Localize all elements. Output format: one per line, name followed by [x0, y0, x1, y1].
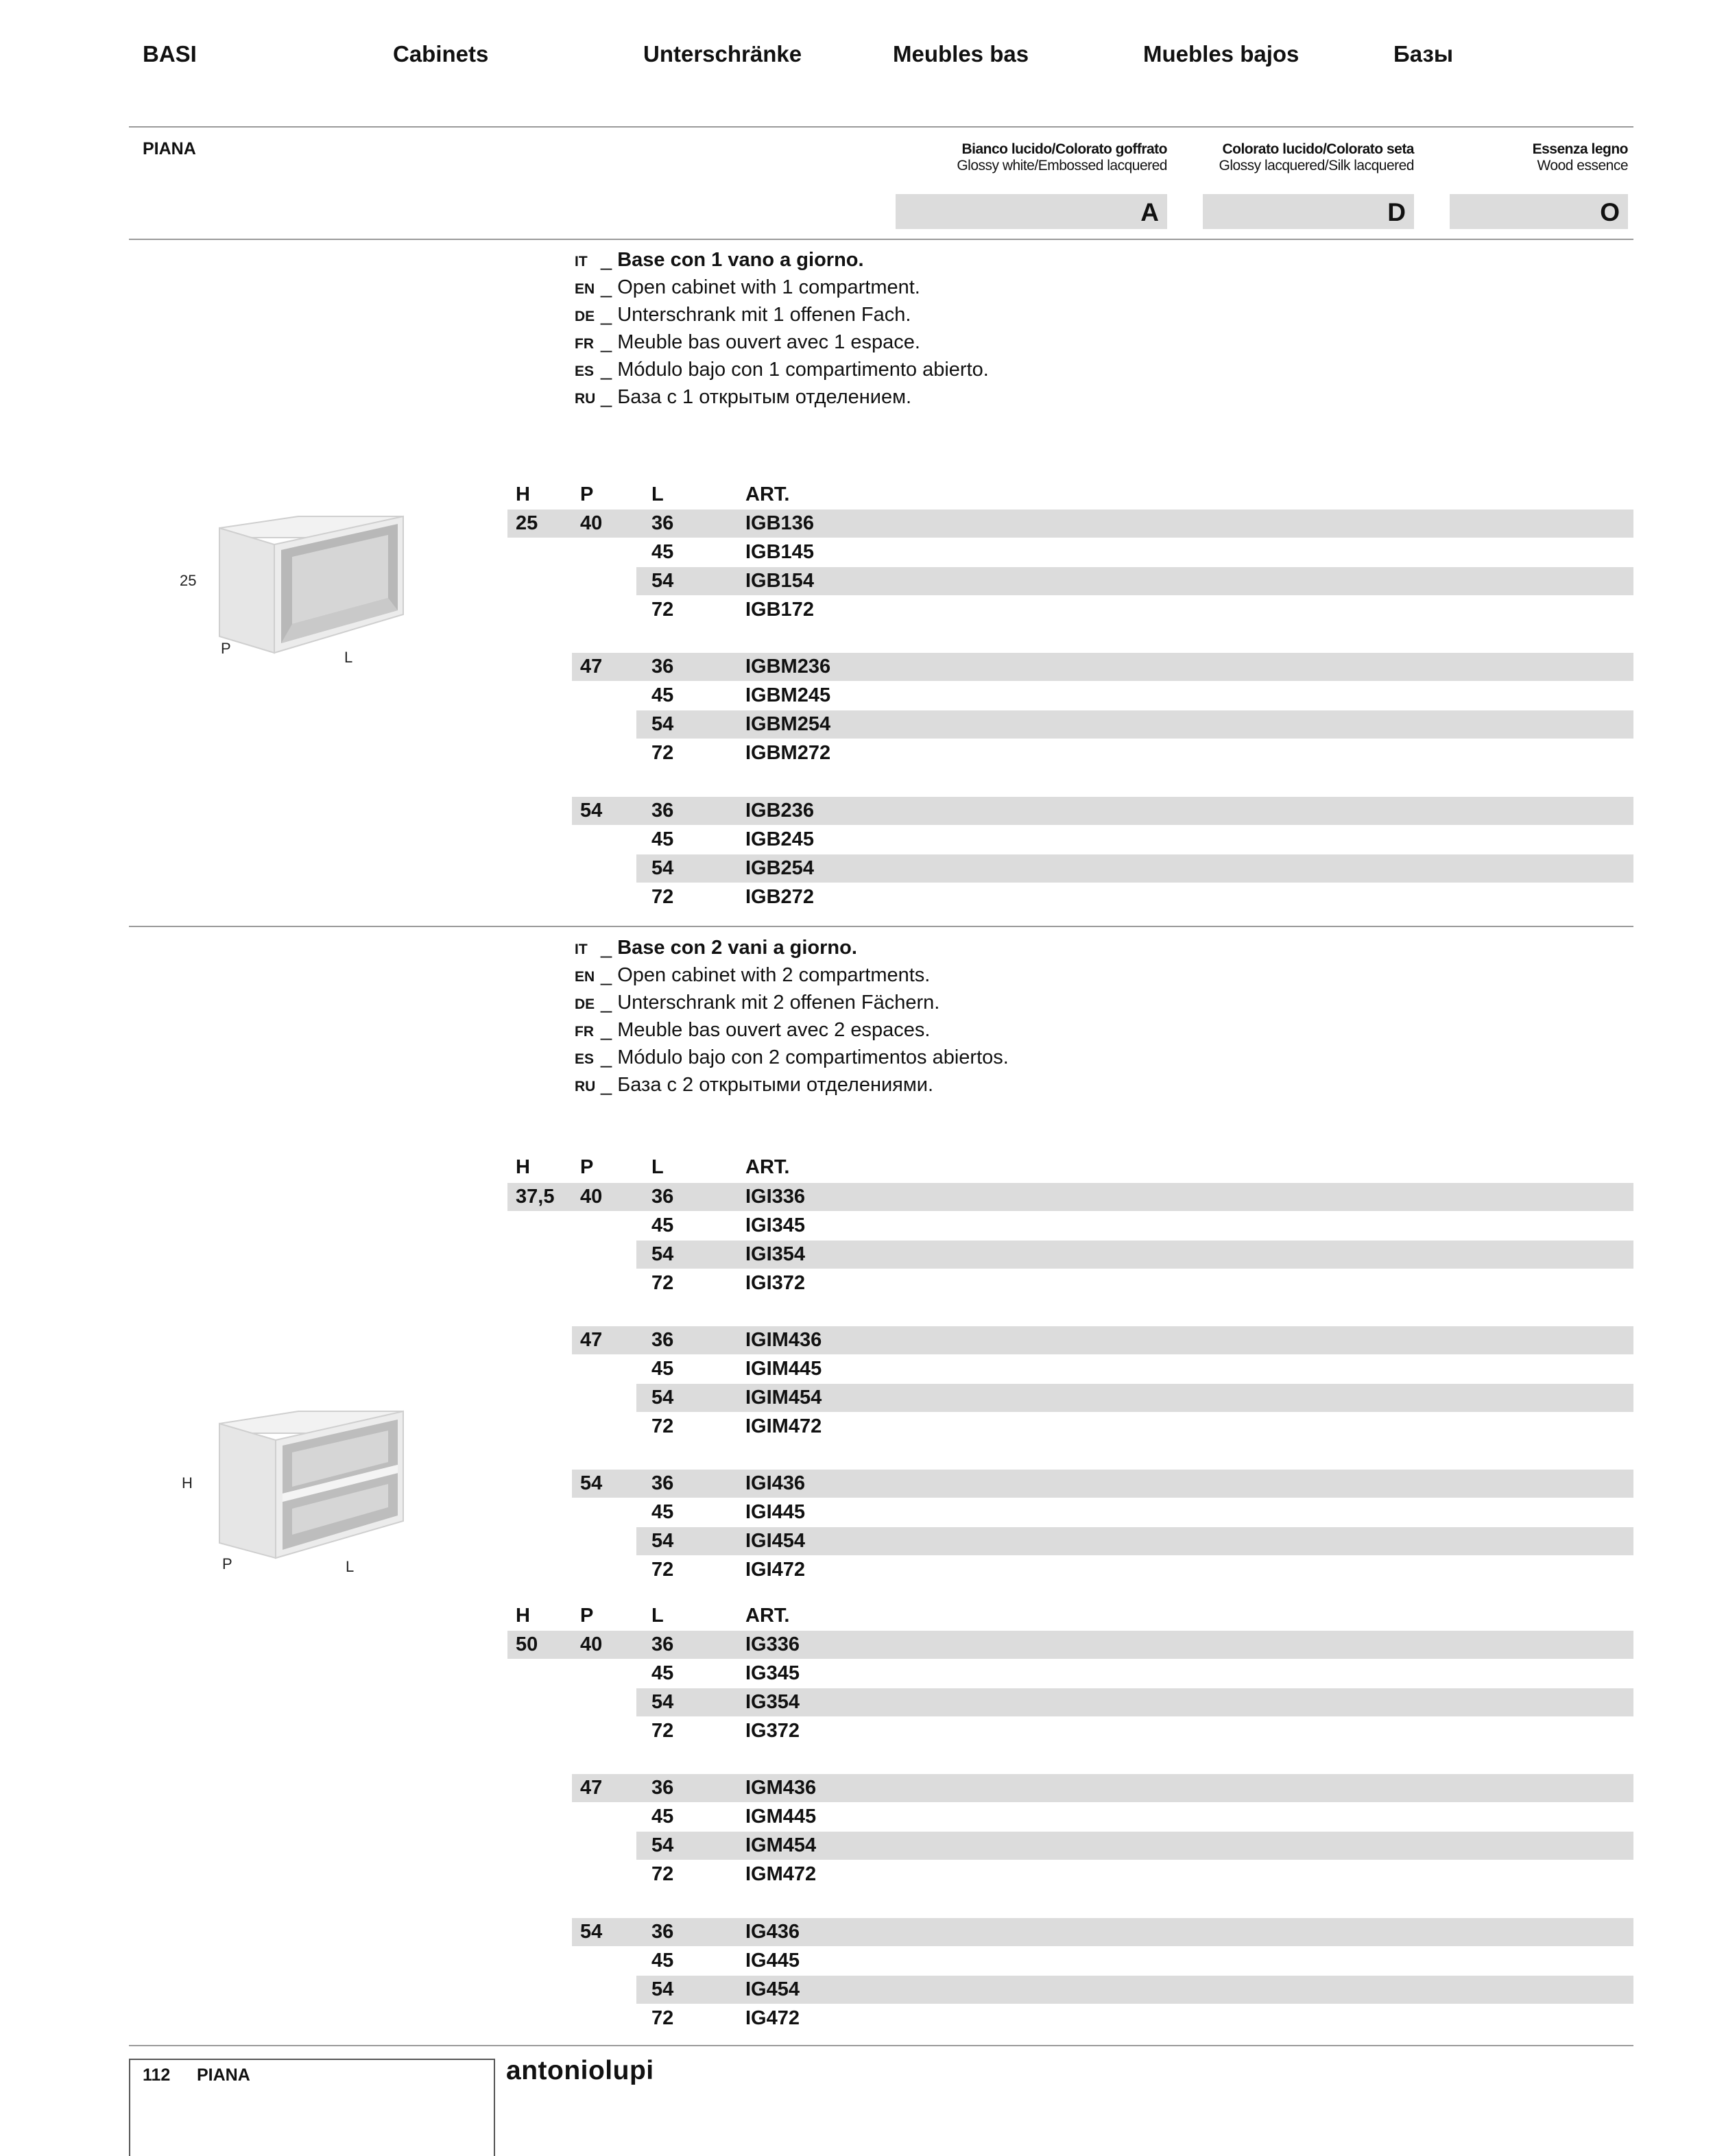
description-de: DE _ Unterschrank mit 2 offenen Fächern. — [575, 992, 940, 1014]
table-cell-art: IGI345 — [745, 1214, 806, 1236]
table-cell-l: 36 — [651, 1472, 674, 1494]
column-header-l: L — [651, 1156, 664, 1178]
table-cell-l: 54 — [651, 857, 674, 879]
table-cell-p: 47 — [580, 656, 603, 678]
row-band — [572, 653, 1633, 681]
table-cell-art: IGIM445 — [745, 1358, 822, 1380]
lang-code: IT — [575, 942, 588, 957]
column-header-art: ART. — [745, 1156, 790, 1178]
table-cell-l: 72 — [651, 1720, 674, 1742]
row-band — [572, 797, 1633, 825]
row-band — [572, 1918, 1633, 1946]
table-cell-art: IG354 — [745, 1691, 800, 1713]
finish-code-bar-a — [896, 194, 1167, 229]
finish-code-bar-d — [1203, 194, 1414, 229]
dimension-label-p: P — [221, 640, 231, 657]
description-text: База с 1 открытым отделением. — [617, 386, 912, 408]
cabinet-two-compartments-drawing — [206, 1399, 411, 1564]
table-cell-art: IGI445 — [745, 1501, 806, 1523]
table-cell-art: IGB272 — [745, 886, 814, 908]
finish-code: D — [1387, 198, 1406, 226]
table-cell-l: 45 — [651, 1662, 674, 1684]
page-number: 112 — [143, 2065, 171, 2085]
table-cell-art: IGB254 — [745, 857, 814, 879]
description-text: База с 2 открытыми отделениями. — [617, 1074, 934, 1096]
table-cell-l: 36 — [651, 512, 674, 534]
table-cell-l: 45 — [651, 684, 674, 706]
description-text: Meuble bas ouvert avec 1 espace. — [617, 331, 920, 353]
finish-code: A — [1140, 198, 1159, 226]
table-cell-art: IGB145 — [745, 541, 814, 563]
dimension-label-p: P — [222, 1555, 232, 1572]
brand-logo: antoniolupi — [506, 2056, 654, 2085]
table-cell-l: 45 — [651, 828, 674, 850]
description-text: Módulo bajo con 2 compartimentos abiertos. — [617, 1046, 1009, 1068]
table-cell-art: IG445 — [745, 1950, 800, 1972]
table-cell-art: IGI354 — [745, 1243, 806, 1265]
table-cell-art: IGI436 — [745, 1472, 806, 1494]
table-cell-l: 36 — [651, 1633, 674, 1655]
table-cell-l: 45 — [651, 1501, 674, 1523]
row-band — [572, 1326, 1633, 1354]
description-it: IT _ Base con 2 vani a giorno. — [575, 937, 857, 959]
table-cell-p: 54 — [580, 800, 603, 822]
finish-code: O — [1600, 198, 1620, 226]
table-cell-h: 50 — [516, 1633, 538, 1655]
table-cell-art: IGB245 — [745, 828, 814, 850]
table-cell-l: 45 — [651, 541, 674, 563]
table-cell-l: 54 — [651, 1834, 674, 1856]
table-cell-art: IG372 — [745, 1720, 800, 1742]
description-fr: FR _ Meuble bas ouvert avec 1 espace. — [575, 331, 920, 353]
table-cell-l: 54 — [651, 1978, 674, 2000]
column-header-p: P — [580, 483, 594, 505]
finish-subtitle: Wood essence — [1537, 158, 1628, 173]
description-en: EN _ Open cabinet with 1 compartment. — [575, 276, 920, 298]
description-text: Unterschrank mit 1 offenen Fach. — [617, 304, 911, 326]
table-cell-l: 54 — [651, 713, 674, 735]
finish-column-d — [1203, 141, 1414, 174]
table-cell-art: IGM436 — [745, 1777, 817, 1799]
table-cell-l: 36 — [651, 656, 674, 678]
row-band — [572, 1774, 1633, 1802]
table-cell-art: IG472 — [745, 2007, 800, 2029]
table-cell-l: 36 — [651, 1186, 674, 1208]
dimension-label-h: 25 — [180, 572, 197, 589]
column-header-l: L — [651, 1605, 664, 1627]
table-cell-l: 72 — [651, 2007, 674, 2029]
section-title: PIANA — [143, 139, 196, 158]
table-cell-art: IGB154 — [745, 570, 814, 592]
table-cell-p: 54 — [580, 1921, 603, 1943]
table-cell-art: IG336 — [745, 1633, 800, 1655]
table-cell-l: 72 — [651, 1272, 674, 1294]
table-cell-l: 72 — [651, 1415, 674, 1437]
finish-code-bar-o — [1450, 194, 1628, 229]
table-cell-art: IGB236 — [745, 800, 814, 822]
table-cell-art: IG345 — [745, 1662, 800, 1684]
description-ru: RU _ База с 1 открытым отделением. — [575, 386, 912, 408]
description-text: Unterschrank mit 2 offenen Fächern. — [617, 992, 940, 1014]
table-cell-art: IGBM245 — [745, 684, 831, 706]
description-text: Módulo bajo con 1 compartimento abierto. — [617, 359, 989, 381]
lang-code: ES — [575, 1051, 595, 1067]
lang-code: DE — [575, 996, 595, 1012]
lang-code: ES — [575, 363, 595, 379]
row-band — [572, 1470, 1633, 1498]
table-cell-p: 47 — [580, 1329, 603, 1351]
lang-code: FR — [575, 1024, 594, 1040]
table-cell-art: IG436 — [745, 1921, 800, 1943]
column-header-l: L — [651, 483, 664, 505]
table-cell-art: IGB136 — [745, 512, 814, 534]
dimension-label-l: L — [344, 649, 353, 666]
header-divider — [129, 126, 1633, 128]
description-text: Open cabinet with 2 compartments. — [617, 964, 931, 986]
column-header-h: H — [516, 1605, 530, 1627]
table-cell-l: 54 — [651, 1691, 674, 1713]
table-cell-art: IG454 — [745, 1978, 800, 2000]
table-cell-art: IGIM454 — [745, 1387, 822, 1409]
table-cell-art: IGI454 — [745, 1530, 806, 1552]
finish-column-o — [1450, 141, 1628, 174]
finish-title: Essenza legno — [1532, 141, 1628, 157]
column-header-p: P — [580, 1605, 594, 1627]
lang-code: EN — [575, 281, 595, 297]
header-label-es: Muebles bajos — [1143, 41, 1299, 67]
table-cell-l: 72 — [651, 1863, 674, 1885]
dimension-label-l: L — [346, 1558, 355, 1575]
table-cell-art: IGI472 — [745, 1559, 806, 1581]
table-cell-art: IGIM472 — [745, 1415, 822, 1437]
description-es: ES _ Módulo bajo con 1 compartimento abierto. — [575, 359, 989, 381]
description-text: Open cabinet with 1 compartment. — [617, 276, 920, 298]
table-cell-p: 54 — [580, 1472, 603, 1494]
description-text: Base con 1 vano a giorno. — [617, 249, 864, 271]
header-label-ru: Базы — [1393, 41, 1454, 67]
table-cell-l: 36 — [651, 800, 674, 822]
description-text: Meuble bas ouvert avec 2 espaces. — [617, 1019, 931, 1041]
finish-title: Bianco lucido/Colorato goffrato — [961, 141, 1167, 157]
table-cell-p: 40 — [580, 512, 603, 534]
header-label-fr: Meubles bas — [893, 41, 1029, 67]
footer-divider — [129, 2045, 1633, 2046]
table-cell-l: 45 — [651, 1214, 674, 1236]
table-cell-l: 36 — [651, 1329, 674, 1351]
table-cell-l: 54 — [651, 1243, 674, 1265]
row-band — [507, 1183, 1633, 1211]
header-label-en: Cabinets — [393, 41, 489, 67]
table-cell-p: 47 — [580, 1777, 603, 1799]
table-cell-l: 36 — [651, 1921, 674, 1943]
table-cell-l: 72 — [651, 1559, 674, 1581]
description-es: ES _ Módulo bajo con 2 compartimentos abiertos. — [575, 1046, 1009, 1068]
table-cell-art: IGB172 — [745, 599, 814, 621]
table-cell-h: 25 — [516, 512, 538, 534]
lang-code: RU — [575, 391, 596, 407]
footer-section: PIANA — [197, 2065, 250, 2085]
column-header-h: H — [516, 483, 530, 505]
finish-subtitle: Glossy white/Embossed lacquered — [957, 158, 1167, 173]
row-band — [507, 510, 1633, 538]
table-cell-l: 72 — [651, 599, 674, 621]
table-cell-art: IGBM272 — [745, 742, 831, 764]
lang-code: IT — [575, 254, 588, 270]
lang-code: FR — [575, 336, 594, 352]
table-cell-art: IGM454 — [745, 1834, 817, 1856]
column-header-art: ART. — [745, 483, 790, 505]
description-en: EN _ Open cabinet with 2 compartments. — [575, 964, 931, 986]
column-header-h: H — [516, 1156, 530, 1178]
description-de: DE _ Unterschrank mit 1 offenen Fach. — [575, 304, 911, 326]
finish-column-a — [896, 141, 1167, 174]
table-cell-art: IGI372 — [745, 1272, 806, 1294]
footer-page-box — [129, 2059, 495, 2156]
lang-code: EN — [575, 969, 595, 985]
table-cell-l: 72 — [651, 742, 674, 764]
column-header-art: ART. — [745, 1605, 790, 1627]
table-cell-l: 45 — [651, 1950, 674, 1972]
table-cell-art: IGIM436 — [745, 1329, 822, 1351]
table-cell-p: 40 — [580, 1633, 603, 1655]
section-divider — [129, 926, 1633, 927]
finish-subtitle: Glossy lacquered/Silk lacquered — [1219, 158, 1414, 173]
finish-title: Colorato lucido/Colorato seta — [1222, 141, 1414, 157]
lang-code: RU — [575, 1079, 596, 1094]
table-cell-p: 40 — [580, 1186, 603, 1208]
header-label-de: Unterschränke — [643, 41, 802, 67]
cabinet-one-compartment-drawing — [206, 507, 411, 658]
description-ru: RU _ База с 2 открытыми отделениями. — [575, 1074, 934, 1096]
column-header-p: P — [580, 1156, 594, 1178]
table-cell-art: IGBM254 — [745, 713, 831, 735]
lang-code: DE — [575, 309, 595, 324]
header-label-it: BASI — [143, 41, 197, 67]
table-cell-h: 37,5 — [516, 1186, 555, 1208]
table-cell-l: 36 — [651, 1777, 674, 1799]
dimension-label-h: H — [182, 1474, 193, 1492]
table-cell-art: IGM472 — [745, 1863, 817, 1885]
table-cell-l: 72 — [651, 886, 674, 908]
table-cell-art: IGBM236 — [745, 656, 831, 678]
table-cell-l: 54 — [651, 1530, 674, 1552]
table-cell-l: 54 — [651, 1387, 674, 1409]
table-cell-l: 45 — [651, 1806, 674, 1828]
section-divider — [129, 239, 1633, 240]
description-fr: FR _ Meuble bas ouvert avec 2 espaces. — [575, 1019, 931, 1041]
table-cell-l: 54 — [651, 570, 674, 592]
description-it: IT _ Base con 1 vano a giorno. — [575, 249, 864, 271]
table-cell-art: IGI336 — [745, 1186, 806, 1208]
description-text: Base con 2 vani a giorno. — [617, 937, 857, 959]
table-cell-art: IGM445 — [745, 1806, 817, 1828]
row-band — [507, 1631, 1633, 1659]
table-cell-l: 45 — [651, 1358, 674, 1380]
